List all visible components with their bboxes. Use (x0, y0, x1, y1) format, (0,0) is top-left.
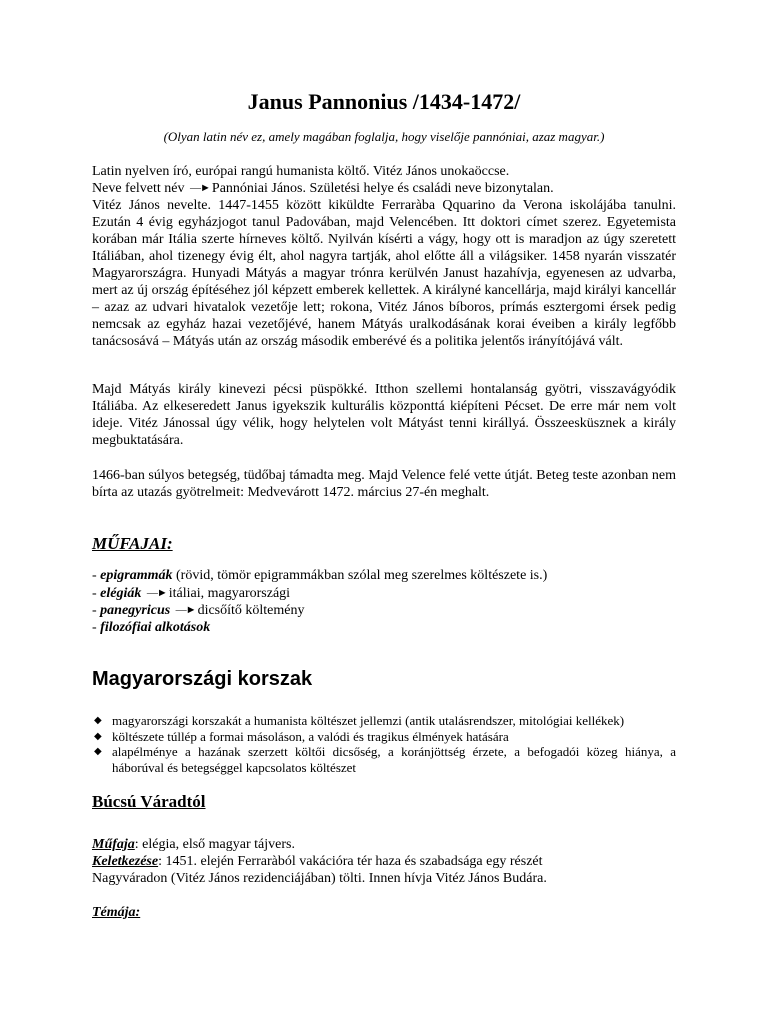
genres-heading: MŰFAJAI: (92, 534, 173, 553)
intro-paragraph: Vitéz János nevelte. 1447-1455 között kiküldte Ferraràba Qquarino da Verona iskolájába tanulni. Ezután 4 évig egyházjogot tanul Padovában, majd Velencében. Itt doktori címet szerez. Egyetemista korában már Itália szerte hírneves költő. Nyilván kísérti a vágy, hogy ott is maradjon az úgy szeretett Itáliában, ahol tizenegy évig élt, ahol nagyra tartják, ahol előtte áll a világsiker. 1458 nyarán visszatér Magyarországra. Hunyadi Mátyás a magyar trónra kerülvén Janust hazahívja, egyenesen az udvarba, mert az új ország építéséhez jól képzett emberek kellettek. A királyné kancellárja, majd királyi kancellár – azaz az udvari hivatalok vezetője lett; rokona, Vitéz János bíboros, prímás esztergomi érsek pedig nemcsak az egyház hazai vezetőjévé, hanem Mátyás uralkodásának korai éveiben a király legfőbb tanácsosává – Mátyás után az ország második emberévé és a politika jelentős irányítójává vált. (92, 198, 676, 349)
mufaja-label: Műfaja (92, 837, 135, 852)
keletkezes-line: Keletkezése: 1451. elején Ferraràból vakációra tér haza és szabadsága egy részét (92, 854, 543, 869)
intro-section (92, 163, 676, 350)
intro-line-2-after: Pannóniai János. Születési helye és családi neve bizonytalan. (211, 181, 554, 196)
section-heading-bucsu: Búcsú Váradtól (92, 792, 206, 811)
paragraph-death: 1466-ban súlyos betegség, tüdőbaj támadta meg. Majd Velence felé vette útját. Beteg teste azonban nem bírta az utazás gyötrelmeit: Medvevárott 1472. március 27-én meghalt. (92, 468, 676, 500)
genre-item: - filozófiai alkotások (92, 619, 211, 635)
diamond-bullet-icon: ◆ (94, 746, 102, 757)
genre-term: epigrammák (100, 568, 173, 583)
right-arrow-icon: —► (146, 586, 167, 599)
poem-info (92, 836, 676, 887)
list-item: ◆ alapélménye a hazának szerzett költői dicsőség, a koránjöttség érzete, a befogadói közeg hiánya, a háborúval és betegséggel kapcsolatos költészet (94, 744, 676, 775)
diamond-bullet-icon: ◆ (94, 730, 102, 742)
page-title: Janus Pannonius /1434-1472/ (247, 89, 521, 114)
genre-item: - epigrammák (rövid, tömör epigrammákban szólal meg szerelmes költészete is.) (92, 568, 548, 583)
diamond-bullet-icon: ◆ (94, 715, 102, 726)
temaja-label: Témája: (92, 905, 141, 920)
right-arrow-icon: —► (190, 182, 210, 194)
genre-item: - elégiák —► itáliai, magyarországi (92, 585, 291, 601)
right-arrow-icon: —► (175, 604, 196, 616)
genre-term: filozófiai alkotások (100, 619, 211, 635)
intro-line-2 (92, 180, 676, 197)
korszak-bullet-list (92, 713, 676, 775)
genre-term: panegyricus (100, 603, 171, 618)
page-subtitle: (Olyan latin név ez, amely magában foglalja, hogy viselője pannóniai, azaz magyar.) (163, 129, 605, 144)
paragraph-pecs: Majd Mátyás király kinevezi pécsi püspökké. Itthon szellemi hontalanság gyötri, visszavágyódik Itáliába. Az elkeseredett Janus igyekszik kulturális központtá kiépíteni Pécset. De erre már nem volt ideje. Vitéz Jánossal úgy vélik, hogy helytelen volt Mátyást tenni királlyá. Összeesküsznek a király megbuktatására. (92, 382, 676, 448)
list-item: ◆ magyarországi korszakát a humanista költészet jellemzi (antik utalásrendszer, mitológiai kellékek) (94, 713, 625, 728)
intro-line-1: Latin nyelven író, európai rangú humanista költő. Vitéz János unokaöccse. (92, 164, 510, 179)
genre-item: - panegyricus —► dicsőítő költemény (92, 603, 305, 618)
keletkezes-label: Keletkezése (92, 854, 159, 869)
list-item: ◆ költészete túllép a formai másoláson, a valódi és tragikus élmények hatására (94, 728, 509, 744)
genre-term: elégiák (100, 585, 142, 601)
keletkezes-line-2: Nagyváradon (Vitéz János rezidenciájában) tölti. Innen hívja Vitéz János Budára. (92, 871, 547, 886)
section-heading-korszak: Magyarországi korszak (92, 668, 313, 690)
intro-line-2-before: Neve felvett név (92, 181, 185, 196)
genres-list (92, 568, 676, 636)
mufaja-line: Műfaja: elégia, első magyar tájvers. (92, 837, 295, 852)
